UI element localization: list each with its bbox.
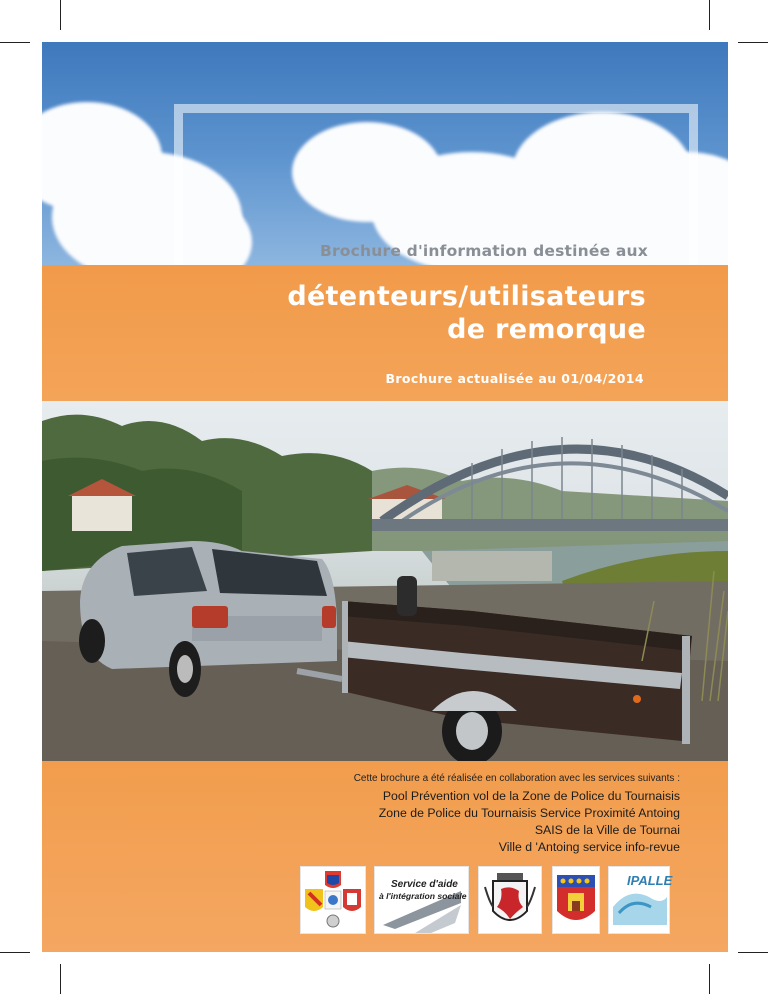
collaboration-band <box>42 761 728 952</box>
service-item: Ville d 'Antoing service info-revue <box>498 840 680 854</box>
antoing-arms-logo <box>552 866 600 934</box>
collaboration-intro: Cette brochure a été réalisée en collaboration avec les services suivants : <box>353 773 680 784</box>
service-item: Zone de Police du Tournaisis Service Proximité Antoing <box>378 806 680 820</box>
subheading: Brochure d'information destinée aux <box>319 242 648 260</box>
ipalle-logo-text: IPALLE <box>627 873 673 888</box>
sais-logo-line1: Service d'aide <box>391 879 458 890</box>
crop-mark <box>0 42 30 43</box>
title-line-2: de remorque <box>447 314 646 345</box>
tournai-arms-logo <box>478 866 542 934</box>
crop-mark <box>709 0 710 30</box>
crop-mark <box>0 952 30 953</box>
brochure-cover <box>42 42 728 952</box>
sais-logo <box>374 866 469 934</box>
crop-mark <box>738 952 768 953</box>
photo-illustration <box>42 401 728 761</box>
service-item: SAIS de la Ville de Tournai <box>534 823 680 837</box>
title-band <box>42 265 728 401</box>
sais-logo-line2: à l'intégration sociale <box>379 891 467 901</box>
ipalle-logo <box>608 866 673 934</box>
service-item: Pool Prévention vol de la Zone de Police du Tournaisis <box>382 789 680 803</box>
crop-mark <box>709 964 710 994</box>
crop-mark <box>60 0 61 30</box>
title-line-1: détenteurs/utilisateurs <box>287 281 646 312</box>
police-zone-logo <box>300 866 366 934</box>
crop-mark <box>738 42 768 43</box>
car-trailer-photo <box>42 401 728 761</box>
crop-mark <box>60 964 61 994</box>
update-date: Brochure actualisée au 01/04/2014 <box>385 371 644 386</box>
